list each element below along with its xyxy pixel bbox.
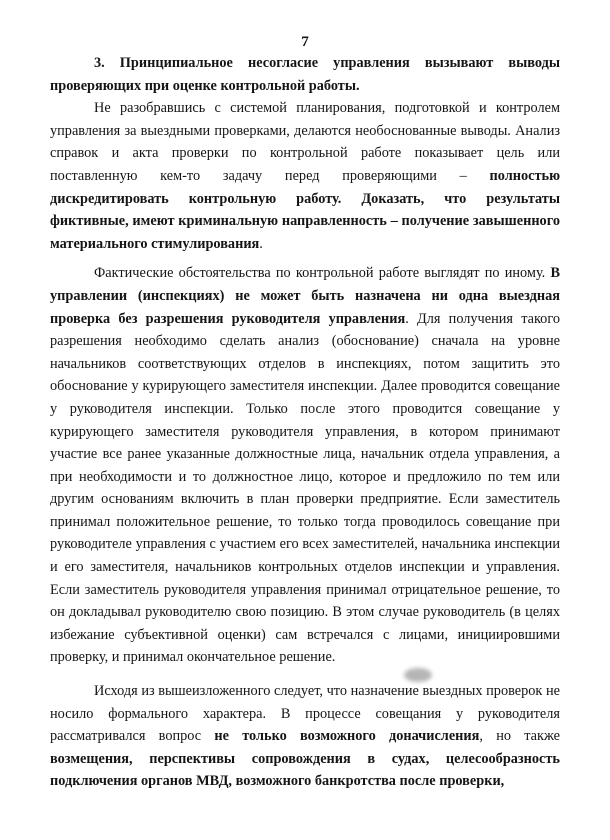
paragraph-1-end: . <box>259 235 263 252</box>
page-number: 7 <box>301 34 309 50</box>
paragraph-3-bold-2: возмещения, перспективы сопровождения в судах, целесообразность подключения органов МВД, возможного банкротства после проверки, <box>50 750 560 790</box>
section-heading-text: 3. Принципиальное несогласие управления вызывают выводы проверяющих при оценке контрольной работы. <box>50 55 560 94</box>
paragraph-2 <box>50 262 560 669</box>
document-body <box>50 52 560 793</box>
paragraph-2-text: Фактические обстоятельства по контрольной работе выглядят по иному. <box>94 265 551 282</box>
paragraph-2-rest: . Для получения такого разрешения необходимо сделать анализ (обоснование) сначала на уровне начальников соответствующих отделов в инспекциях, потом защитить это обоснование у курирующего заместителя инспекции. Далее проводится совещание у руководителя инспекции. Только после этого проводится совещание у курирующего заместителя руководителя управления, в котором принимают участие все ранее указанные должностные лица, начальник отдела управления, а при необходимости и то должностное лицо, которое и предложило по тем или другим основаниям включить в план проверки предприятие. Если заместитель принимал положительное решение, то только тогда проводилось совещание при руководителе управления с участием его всех заместителей, начальника инспекции и его заместителя, начальников контрольных отделов инспекции и управления. Если заместитель руководителя управления принимал отрицательное решение, то он докладывал руководителю свою позицию. В этом случае руководитель (в целях избежание субъективной оценки) сам встречался с лицами, инициировшими проверку, и принимал окончательное решение. <box>50 310 560 666</box>
section-heading <box>50 52 560 97</box>
paragraph-3-text: Исходя из вышеизложенного следует, что назначение выездных проверок не носило формального характера. В процессе совещания у руководителя рассматривался вопрос <box>50 683 560 745</box>
paragraph-3-mid: , но также <box>479 728 560 745</box>
scan-smudge <box>404 668 432 682</box>
paragraph-3-bold-1: не только возможного доначисления <box>214 728 480 745</box>
paragraph-2-bold: В управлении (инспекциях) не может быть назначена ни одна выездная проверка без разрешения руководителя управления <box>50 265 560 327</box>
paragraph-1-bold: полностью дискредитировать контрольную работу. Доказать, что результаты фиктивные, имеют криминальную направленность – получение завышенного материального стимулирования <box>50 167 560 252</box>
paragraph-1-text: Не разобравшись с системой планирования, подготовкой и контролем управления за выездными проверками, делаются необоснованные выводы. Анализ справок и акта проверки по контрольной работе показывает цель или поставленную кем-то задачу перед проверяющими – <box>50 100 560 184</box>
paragraph-3 <box>50 680 560 793</box>
paragraph-1 <box>50 97 560 255</box>
